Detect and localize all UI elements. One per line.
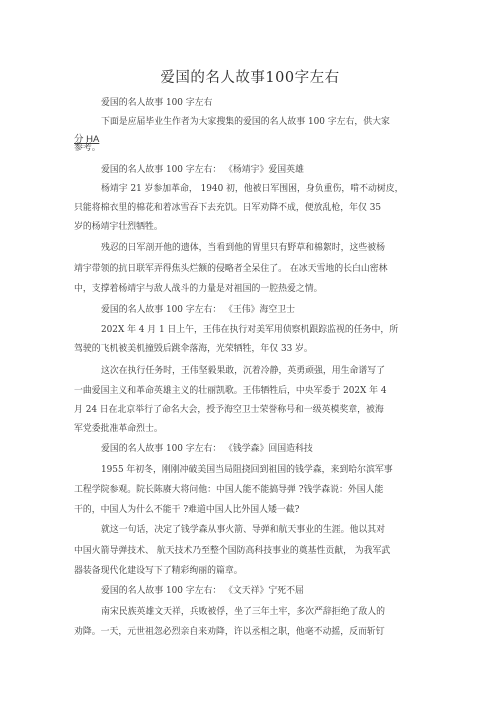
text-line: 爱国的名人故事 100 字左右	[101, 98, 213, 108]
section-heading: 爱国的名人故事 100 字左右： 《钱学森》回国造科技	[101, 444, 313, 454]
text-line: 杨靖宇 21 岁参加革命， 1940 初，他被日军围困，身负重伤，啃不动树皮，	[101, 184, 404, 194]
text-line: 驾驶的飞机被美机撞毁后跳伞落海，光荣牺牲，年仅 33 岁。	[74, 344, 313, 354]
text-line: 器装备现代化建设写下了精彩绚丽的篇章。	[74, 566, 243, 576]
section-heading: 爱国的名人故事 100 字左右： 《文天祥》宁死不屈	[101, 586, 304, 596]
text-line: 参考。	[74, 143, 101, 153]
text-line: 只能将棉衣里的棉花和着冰雪吞下去充饥。日军劝降不成，便放乱枪，年仅 35	[74, 203, 381, 213]
text-line: 工程学院参观。院长陈赓大将问他：中国人能不能搞导弹 ?钱学森说：外国人能	[74, 485, 384, 495]
text-line: 就这一句话，决定了钱学森从事火箭、导弹和航天事业的生涯。他以其对	[101, 525, 385, 535]
section-heading: 爱国的名人故事 100 字左右： 《杨靖宇》爱国英雄	[101, 165, 304, 175]
section-heading: 爱国的名人故事 100 字左右： 《王伟》海空卫士	[101, 305, 296, 315]
text-line: 下面是应届毕业生作者为大家搜集的爱国的名人故事 100 字左右，供大家	[101, 117, 390, 127]
text-line: 南宋民族英雄文天祥，兵败被俘，坐了三年土牢，多次严辞拒绝了敌人的	[101, 607, 385, 617]
text-line: 劝降。一天，元世祖忽必烈亲自来劝降，许以丞相之职，他毫不动摇，反而斩钉	[74, 627, 385, 637]
text-line: 中国火箭导弹技术、 航天技术乃至整个国防高科技事业的奠基性贡献， 为我军武	[74, 546, 391, 556]
text-line: 中，支撑着杨靖宇与敌人战斗的力量是对祖国的一腔热爱之情。	[74, 284, 323, 294]
text-line: 这次在执行任务时，王伟坚毅果敢，沉着冷静，英勇顽强，用生命谱写了	[101, 366, 385, 376]
text-line: 残忍的日军剖开他的遗体，当看到他的胃里只有野草和棉絮时，这些被杨	[101, 243, 385, 253]
text-line: 一曲爱国主义和革命英雄主义的壮丽凯歌。王伟牺牲后，中央军委于 202X 年 4	[74, 386, 387, 396]
text-line: 202X 年 4 月 1 日上午，王伟在执行对美军用侦察机跟踪监视的任务中，所	[101, 325, 399, 335]
text-line: 1955 年初冬，刚刚冲破美国当局阻挠回到祖国的钱学森，来到哈尔滨军事	[101, 465, 393, 475]
text-line: 军党委批准革命烈士。	[74, 424, 163, 434]
text-line: 靖宇带领的抗日联军弄得焦头烂额的侵略者全呆住了。 在冰天雪地的长白山密林	[74, 264, 388, 274]
text-line-link: 分 HA	[74, 134, 100, 145]
text-line: 岁的杨靖宇壮烈牺牲。	[74, 222, 163, 232]
text-line: 月 24 日在北京举行了命名大会，授予海空卫士荣誉称号和一级英模奖章，被海	[74, 405, 384, 415]
text-line: 干的，中国人为什么不能干 ?难道中国人比外国人矮一截?	[74, 505, 300, 515]
document-title: 爱国的名人故事100字左右	[160, 70, 340, 86]
